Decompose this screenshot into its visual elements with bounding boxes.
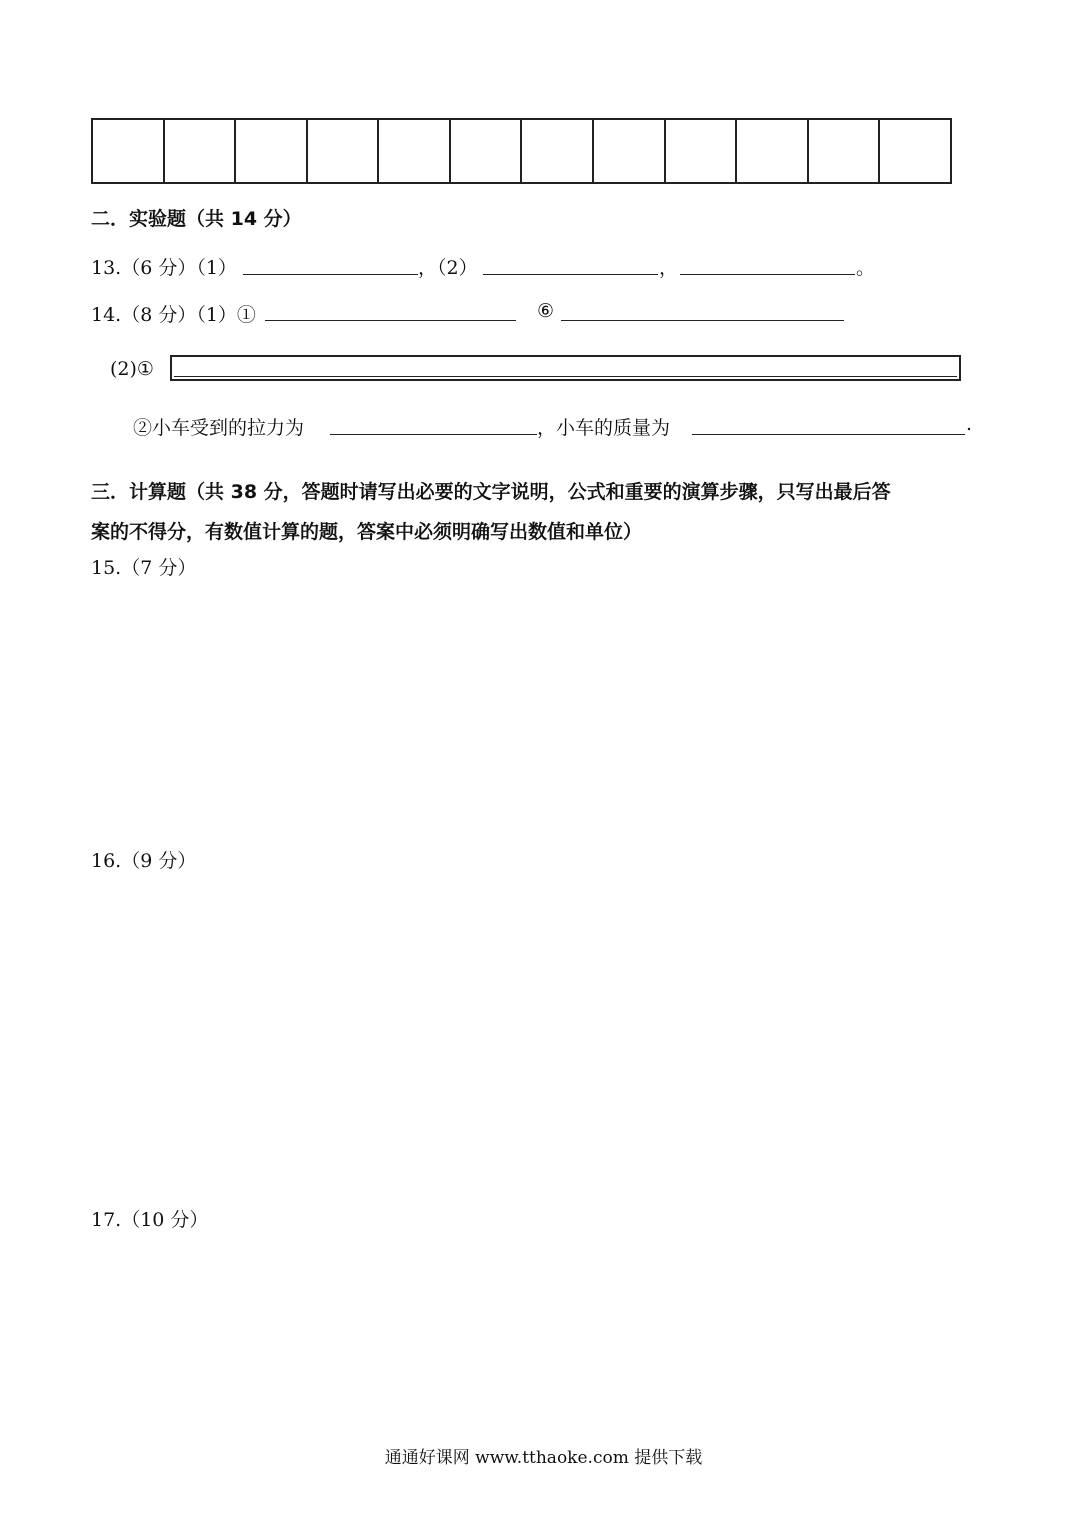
q13-blank-2[interactable]	[483, 274, 658, 275]
answer-cell[interactable]	[165, 120, 237, 182]
section3-heading-line2: 案的不得分，有数值计算的题，答案中必须明确写出数值和单位）	[91, 521, 643, 543]
q17-label: 17.（10 分）	[91, 1209, 209, 1231]
section3-heading-line1: 三．计算题（共 38 分，答题时请写出必要的文字说明，公式和重要的演算步骤，只写出最后答	[91, 481, 891, 503]
q14-label: 14.（8 分）（1）①	[91, 304, 256, 326]
q13-separator-1: ，（2）	[418, 257, 478, 279]
q14-mark-6: ⑥	[537, 300, 555, 322]
q17-answer-area[interactable]	[91, 1237, 991, 1427]
answer-cell[interactable]	[451, 120, 523, 182]
answer-grid	[91, 118, 952, 184]
answer-cell[interactable]	[308, 120, 380, 182]
q14-line2-end: .	[966, 413, 973, 435]
q13-label: 13.（6 分）（1）	[91, 257, 237, 279]
q14-line2-mid: ，小车的质量为	[537, 417, 671, 439]
answer-cell[interactable]	[93, 120, 165, 182]
q16-answer-area[interactable]	[91, 878, 991, 1188]
q14-answer-box[interactable]	[170, 355, 961, 381]
answer-cell[interactable]	[809, 120, 881, 182]
answer-cell[interactable]	[737, 120, 809, 182]
answer-cell[interactable]	[379, 120, 451, 182]
answer-box-underline	[174, 376, 957, 377]
answer-cell[interactable]	[880, 120, 952, 182]
q14-line2-prefix: ②小车受到的拉力为	[133, 417, 305, 439]
q16-label: 16.（9 分）	[91, 850, 197, 872]
q13-separator-2: ，	[659, 257, 679, 279]
q13-end: 。	[856, 257, 876, 279]
q15-answer-area[interactable]	[91, 585, 991, 835]
page-footer: 通通好课网 www.tthaoke.com 提供下载	[384, 1448, 703, 1468]
answer-cell[interactable]	[236, 120, 308, 182]
answer-cell[interactable]	[594, 120, 666, 182]
q13-blank-1[interactable]	[243, 274, 418, 275]
q14-pull-force-blank[interactable]	[330, 434, 537, 435]
q14-part2-label: (2)①	[110, 358, 154, 380]
q14-mass-blank[interactable]	[692, 434, 965, 435]
q14-blank-1[interactable]	[265, 320, 516, 321]
q14-blank-6[interactable]	[561, 320, 844, 321]
answer-cell[interactable]	[666, 120, 738, 182]
q13-blank-3[interactable]	[680, 274, 855, 275]
section2-heading: 二．实验题（共 14 分）	[91, 208, 302, 230]
q15-label: 15.（7 分）	[91, 557, 197, 579]
answer-cell[interactable]	[522, 120, 594, 182]
